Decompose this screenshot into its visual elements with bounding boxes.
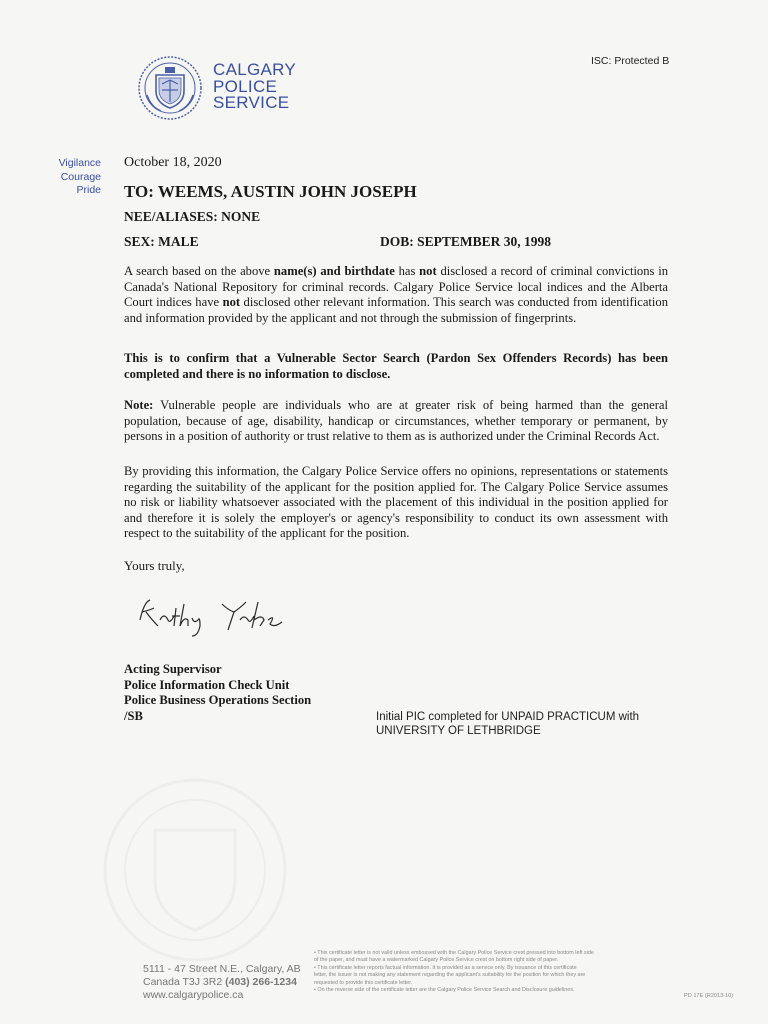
recipient-name: TO: WEEMS, AUSTIN JOHN JOSEPH [124,182,417,201]
disclaimer-paragraph: By providing this information, the Calgary Police Service offers no opinions, representations or statements regarding the suitability of the applicant for the position applied for. The Calgary Police Service assumes no risk or liability whatsoever associated with the placement of this individual in the position applied for and therefore it is solely the employer's or agency's responsibility to conduct its own assessment with respect to the suitability of the applicant for the position. [124,464,668,540]
phone-number: (403) 266-1234 [225,976,297,988]
text-run: A search based on the above [124,264,274,278]
note-text: Vulnerable people are individuals who are at greater risk of being harmed than the general population, because of age, disability, handicap or circumstances, whether temporary or permanent, by persons in a position of authority or trust relative to them as is authorized under the Criminal Records Act. [124,398,668,443]
signature-block [124,662,311,724]
fine-print-line: • This certificate letter is not valid unless embossed with the Calgary Police Service crest pressed into bottom left side [314,950,594,956]
search-result-paragraph [124,264,668,326]
annotation-line: Initial PIC completed for UNPAID PRACTICUM with [376,711,640,723]
fine-print-line: • This certificate letter reports factual information. It is provided as a service only. By issuance of this certificate [314,964,577,971]
website: www.calgarypolice.ca [143,989,244,1001]
fine-print [314,950,706,994]
practicum-annotation [376,711,639,738]
fine-print-line: • On the reverse side of the certificate letter are the Calgary Police Service Search and Disclosure guidelines. [314,987,575,994]
annotation-line: UNIVERSITY OF LETHBRIDGE [376,724,541,737]
signatory-unit: Police Information Check Unit [124,677,290,692]
address-line: 5111 - 47 Street N.E., Calgary, AB [143,963,301,975]
fine-print-line: letter, the issuer is not making any statement regarding the applicant's suitability for the position for which they are [314,972,586,979]
classification-label: ISC: Protected B [591,55,670,67]
motto-line: Courage [60,170,101,183]
postal-code: Canada T3J 3R2 [143,976,226,988]
sex-line: SEX: MALE [124,234,199,249]
motto-line: Vigilance [58,157,101,169]
text-run-bold: name(s) and birthdate [273,264,395,278]
police-crest-logo [137,55,203,121]
text-run-bold: not [419,264,437,278]
aliases-line: NEE/ALIASES: NONE [124,209,261,224]
letter-date: October 18, 2020 [124,155,222,170]
vulnerable-sector-confirmation: This is to confirm that a Vulnerable Sector Search (Pardon Sex Offenders Records) has been completed and there is no information to disclose. [124,351,668,381]
form-number: PD 17E (R2013-10) [684,993,734,999]
text-run: has [394,264,420,278]
watermark-crest [95,770,295,970]
text-run: disclosed a record of criminal convictions in Canada's National Repository for criminal records. Calgary Police Service local indices and the Alberta Court indices have [124,264,668,309]
text-run-bold: not [222,295,241,309]
organization-name [213,62,296,112]
note-label: Note: [124,398,154,412]
footer-address [143,963,301,1002]
signatory-title: Acting Supervisor [124,662,222,676]
fine-print-line: of the paper, and must have a watermarked Calgary Police Service crest on bottom right side of paper. [314,957,559,964]
text-run: disclosed other relevant information. This search was conducted from identification and information provided by the applicant and not through the submission of fingerprints. [124,295,668,325]
note-paragraph [124,398,668,445]
fine-print-line: requested to provide this certificate letter. [314,979,413,986]
address-line [143,976,301,989]
org-line-1: CALGARY [213,60,297,79]
signature [130,590,310,640]
motto-line: Pride [76,184,101,196]
dob-line: DOB: SEPTEMBER 30, 1998 [380,234,552,249]
closing: Yours truly, [124,558,185,573]
signatory-initials: /SB [124,708,143,723]
signatory-section: Police Business Operations Section [124,693,312,707]
org-line-3: SERVICE [213,93,290,112]
motto [50,157,101,198]
org-line-2: POLICE [213,76,278,96]
